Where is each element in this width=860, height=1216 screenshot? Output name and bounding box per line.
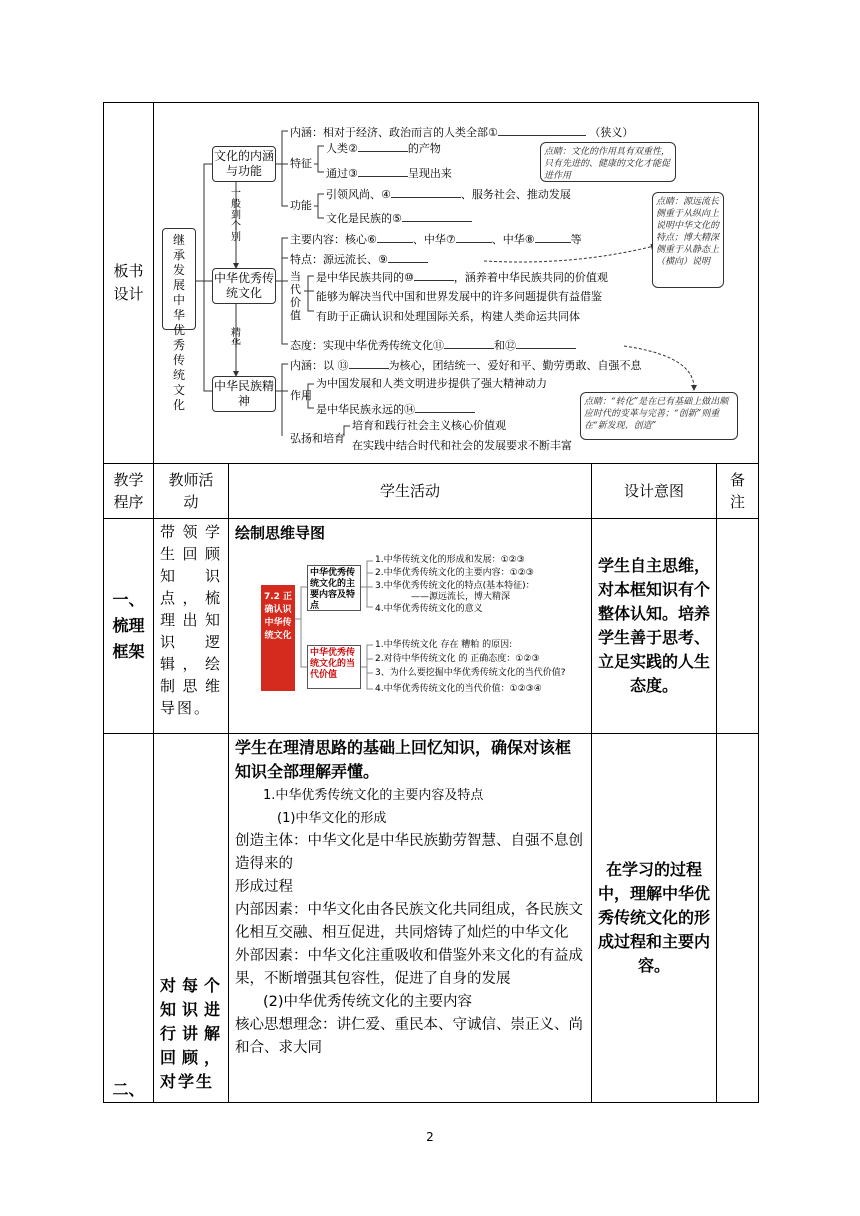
mini-item-a3: 3.中华优秀传统文化的特点(基本特征)：	[375, 581, 535, 591]
line-dd3: 有助于正确认识和处理国际关系，构建人类命运共同体	[316, 310, 580, 323]
note-transform-innovate: 点睛：“转化”是在已有基础上做出顺应时代的变革与完善；“创新”则重在“新发现、创造”	[580, 392, 738, 440]
line-renlei: 人类② 的产物	[326, 142, 441, 155]
line-hy1: 培育和践行社会主义核心价值观	[352, 419, 506, 432]
node-national-spirit: 中华民族精神	[212, 376, 276, 412]
mini-box-content: 中华优秀传统文化的主要内容及特点	[307, 565, 361, 611]
line-tedian: 特点：源远流长、⑨	[290, 251, 428, 267]
step-2-label: 二、	[112, 1080, 145, 1099]
line-dd1: 是中华民族共同的⑩ ，涵养着中华民族共同的价值观	[316, 271, 608, 284]
remark-2	[717, 734, 759, 1103]
design-intent-1: 学生自主思维，对本框知识有个整体认知。培养学生善于思考、立足实践的人生态度。	[592, 519, 717, 734]
review-p5: 内部因素：中华文化由各民族文化共同组成，各民族文化相互交融、相互促进，共同熔铸了灿烂的中华文化	[235, 902, 583, 941]
review-p8: 核心思想理念：讲仁爱、重民本、守诚信、崇正义、尚和合、求大同	[235, 1017, 583, 1056]
board-design-row	[104, 103, 759, 464]
student-activity-2	[229, 734, 592, 1103]
root-node: 继承发展中华优秀传统文化	[162, 228, 196, 330]
step-2-cell	[104, 734, 154, 1103]
board-design-content	[154, 103, 759, 464]
mini-mind-map	[235, 549, 579, 709]
line-minzu: 文化是民族的⑤	[326, 210, 472, 226]
student-activity-1	[229, 519, 592, 734]
mind-map	[154, 106, 754, 452]
note-long-history: 点睛：源远流长侧重于从纵向上说明中华文化的特点；博大精深侧重于从静态上（横向）说明	[652, 192, 724, 288]
review-p3: 创造主体：中华文化是中华民族勤劳智慧、自强不息创造得来的	[235, 833, 583, 872]
review-p7: (2)中华优秀传统文化的主要内容	[263, 994, 473, 1010]
line-yinling: 引领风尚、④ 、服务社会、推动发展	[326, 188, 571, 201]
mini-item-a3b: ——源远流长，博大精深	[411, 592, 511, 602]
teacher-activity-2: 对每个知识进行讲解回顾，对学生	[154, 734, 229, 1103]
line-neihan: 内涵：相对于经济、政治而言的人类全部① （狭义）	[290, 126, 634, 139]
page-number: 2	[426, 1130, 434, 1144]
header-teacher: 教师活动	[154, 464, 229, 519]
mindmap-title: 绘制思维导图	[235, 524, 326, 542]
link-essence: 精华	[231, 328, 241, 350]
mini-red-title: 7.2 正确认识中华传统文化	[261, 585, 295, 691]
mini-item-b2: 2.对待中华传统文化 的 正确态度：①②③	[375, 654, 540, 664]
design-intent-2: 在学习的过程中，理解中华优秀传统文化的形成过程和主要内容。	[592, 734, 717, 1103]
node-excellent-traditional-culture: 中华优秀传统文化	[212, 268, 276, 304]
row-framework	[104, 519, 759, 734]
review-p1: 1.中华优秀传统文化的主要内容及特点	[263, 788, 484, 803]
review-intro: 学生在理清思路的基础上回忆知识，确保对该框知识全部理解弄懂。	[235, 738, 572, 781]
label-tezheng: 特征	[290, 157, 312, 170]
mini-item-a1: 1.中华传统文化的形成和发展：①②③	[375, 555, 525, 565]
label-gongneng: 功能	[290, 199, 312, 212]
mini-item-a4: 4.中华优秀传统文化的意义	[375, 604, 483, 614]
header-row	[104, 464, 759, 519]
mini-item-b1: 1.中华传统文化 存在 糟粕 的原因:	[375, 640, 513, 650]
line-zy1: 为中国发展和人类文明进步提供了强大精神动力	[316, 377, 547, 390]
header-intent: 设计意图	[592, 464, 717, 519]
line-zhuyao: 主要内容：核心⑥ 、中华⑦ 、中华⑧ 等	[290, 233, 582, 246]
board-design-label: 板书设计	[113, 262, 144, 303]
label-dangdai: 当代价值	[290, 270, 301, 322]
teacher-activity-1: 带领学生回顾知识点，梳理出知识逻辑，绘制思维导图。	[154, 519, 229, 734]
remark-1	[717, 519, 759, 734]
board-design-label-cell	[104, 103, 154, 464]
node-culture-connotation: 文化的内涵与功能	[212, 146, 276, 182]
mini-item-b4: 4.中华优秀传统文化的当代价值：①②③④	[375, 684, 542, 694]
line-tongguo: 通过③ 呈现出来	[326, 167, 452, 180]
lesson-plan-table	[103, 102, 759, 1103]
label-zuoyong: 作用	[290, 389, 312, 402]
line-dd2: 能够为解决当代中国和世界发展中的许多问题提供有益借鉴	[316, 290, 602, 303]
mini-box-value: 中华优秀传统文化的当代价值	[307, 645, 361, 689]
header-remark: 备注	[717, 464, 759, 519]
line-zy2: 是中华民族永远的⑭	[316, 401, 475, 417]
review-p6: 外部因素：中华文化注重吸收和借鉴外来文化的有益成果，不断增强其包容性，促进了自身的发展	[235, 948, 583, 987]
step-1-cell	[104, 519, 154, 734]
row-review	[104, 734, 759, 1103]
line-hy2: 在实践中结合时代和社会的发展要求不断丰富	[352, 439, 572, 452]
header-step: 教学程序	[104, 464, 154, 519]
header-student: 学生活动	[229, 464, 592, 519]
line-jingshen-neihan: 内涵：以 ⑬ 为核心，团结统一、爱好和平、勤劳勇敢、自强不息	[290, 359, 642, 372]
mini-item-b3: 3、为什么要挖掘中华优秀传统文化的当代价值?	[375, 668, 566, 678]
mini-item-a2: 2.中华优秀传统文化的主要内容：①②③	[375, 568, 534, 578]
review-p2: (1)中华文化的形成	[277, 811, 387, 826]
line-taidu: 态度：实现中华优秀传统文化⑪ 和⑫	[290, 337, 576, 353]
note-dual-nature: 点睛：文化的作用具有双重性，只有先进的、健康的文化才能促进作用	[540, 142, 676, 182]
review-p4: 形成过程	[235, 879, 293, 895]
label-hongyang: 弘扬和培育	[290, 432, 345, 445]
step-1-label: 一、梳理框架	[112, 590, 145, 661]
link-general-to-specific: 一般到个别	[231, 188, 241, 243]
